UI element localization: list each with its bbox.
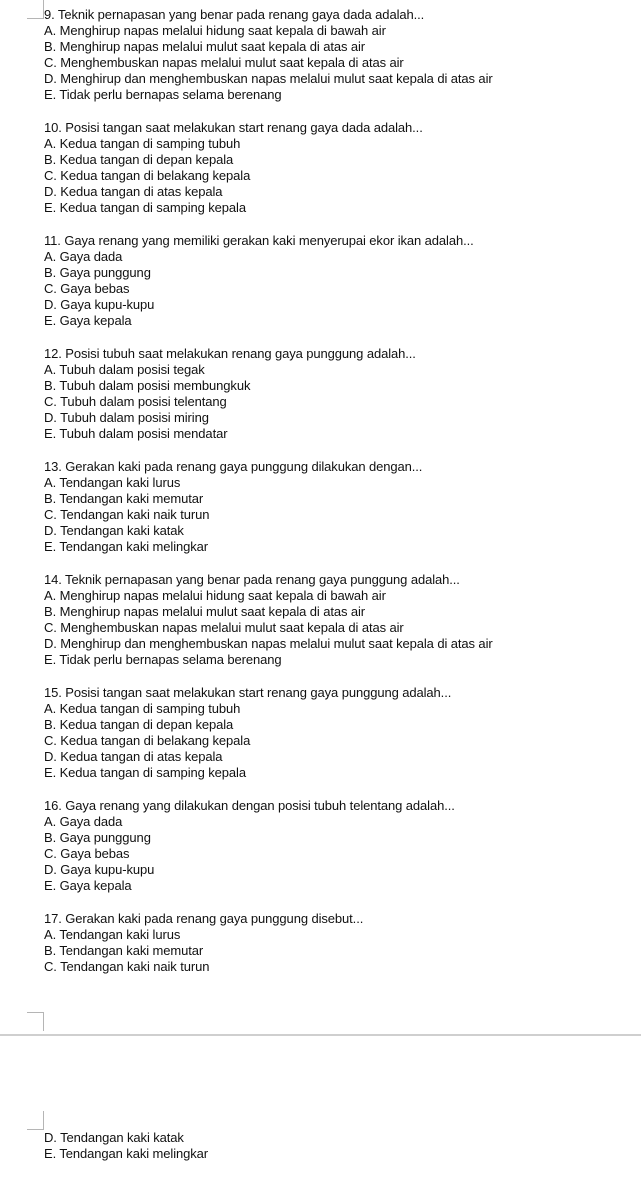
question-block (44, 346, 634, 442)
answer-option: A. Kedua tangan di samping tubuh (44, 701, 241, 716)
question-prompt: 12. Posisi tubuh saat melakukan renang gaya punggung adalah... (44, 346, 416, 361)
answer-option: A. Gaya dada (44, 249, 123, 264)
answer-option: D. Kedua tangan di atas kepala (44, 184, 223, 199)
answer-option: D. Menghirup dan menghembuskan napas melalui mulut saat kepala di atas air (44, 71, 493, 86)
question-block (44, 911, 634, 975)
answer-option: E. Kedua tangan di samping kepala (44, 200, 246, 215)
answer-option: B. Menghirup napas melalui mulut saat kepala di atas air (44, 39, 366, 54)
answer-option: E. Tidak perlu bernapas selama berenang (44, 87, 282, 102)
answer-option: A. Gaya dada (44, 814, 123, 829)
answer-option: E. Gaya kepala (44, 878, 132, 893)
answer-option: D. Gaya kupu-kupu (44, 862, 155, 877)
answer-option: C. Gaya bebas (44, 281, 130, 296)
question-prompt: 14. Teknik pernapasan yang benar pada renang gaya punggung adalah... (44, 572, 460, 587)
question-block (44, 120, 634, 216)
answer-option: A. Kedua tangan di samping tubuh (44, 136, 241, 151)
answer-option: A. Tendangan kaki lurus (44, 927, 181, 942)
answer-option: D. Menghirup dan menghembuskan napas melalui mulut saat kepala di atas air (44, 636, 493, 651)
answer-option: A. Menghirup napas melalui hidung saat kepala di bawah air (44, 588, 386, 603)
answer-option: B. Gaya punggung (44, 265, 151, 280)
answer-option: C. Menghembuskan napas melalui mulut saat kepala di atas air (44, 55, 404, 70)
answer-option: E. Kedua tangan di samping kepala (44, 765, 246, 780)
answer-option: E. Tubuh dalam posisi mendatar (44, 426, 228, 441)
answer-option: B. Kedua tangan di depan kepala (44, 717, 234, 732)
answer-option: B. Kedua tangan di depan kepala (44, 152, 234, 167)
answer-option: C. Tendangan kaki naik turun (44, 959, 210, 974)
answer-option: D. Tendangan kaki katak (44, 523, 184, 538)
answer-option: E. Tendangan kaki melingkar (44, 539, 208, 554)
question-block (44, 572, 634, 668)
question-list-continued (44, 1130, 634, 1162)
answer-option: D. Tendangan kaki katak (44, 1130, 184, 1145)
question-prompt: 15. Posisi tangan saat melakukan start renang gaya punggung adalah... (44, 685, 452, 700)
answer-option: A. Tubuh dalam posisi tegak (44, 362, 205, 377)
answer-option: C. Kedua tangan di belakang kepala (44, 168, 251, 183)
answer-option: C. Tendangan kaki naik turun (44, 507, 210, 522)
question-block (44, 798, 634, 894)
question-block (44, 685, 634, 781)
margin-corner-marker (27, 1111, 44, 1130)
answer-option: E. Tendangan kaki melingkar (44, 1146, 208, 1161)
answer-option: C. Gaya bebas (44, 846, 130, 861)
question-prompt: 16. Gaya renang yang dilakukan dengan posisi tubuh telentang adalah... (44, 798, 455, 813)
question-prompt: 13. Gerakan kaki pada renang gaya punggung dilakukan dengan... (44, 459, 423, 474)
answer-option: B. Menghirup napas melalui mulut saat kepala di atas air (44, 604, 366, 619)
answer-option: C. Tubuh dalam posisi telentang (44, 394, 227, 409)
question-block (44, 7, 634, 103)
margin-corner-marker (27, 0, 44, 19)
answer-option: E. Gaya kepala (44, 313, 132, 328)
answer-option: A. Menghirup napas melalui hidung saat kepala di bawah air (44, 23, 386, 38)
question-list (44, 7, 634, 992)
answer-option: B. Tendangan kaki memutar (44, 943, 204, 958)
answer-option: C. Menghembuskan napas melalui mulut saat kepala di atas air (44, 620, 404, 635)
question-prompt: 17. Gerakan kaki pada renang gaya punggung disebut... (44, 911, 364, 926)
answer-option: A. Tendangan kaki lurus (44, 475, 181, 490)
answer-option: D. Kedua tangan di atas kepala (44, 749, 223, 764)
question-block (44, 459, 634, 555)
answer-option: D. Tubuh dalam posisi miring (44, 410, 209, 425)
answer-option: B. Tendangan kaki memutar (44, 491, 204, 506)
page-break-divider (0, 1034, 641, 1036)
question-prompt: 9. Teknik pernapasan yang benar pada renang gaya dada adalah... (44, 7, 425, 22)
question-block (44, 233, 634, 329)
question-prompt: 10. Posisi tangan saat melakukan start renang gaya dada adalah... (44, 120, 423, 135)
question-prompt: 11. Gaya renang yang memiliki gerakan kaki menyerupai ekor ikan adalah... (44, 233, 474, 248)
answer-option: C. Kedua tangan di belakang kepala (44, 733, 251, 748)
answer-option: D. Gaya kupu-kupu (44, 297, 155, 312)
answer-option: B. Gaya punggung (44, 830, 151, 845)
answer-option: B. Tubuh dalam posisi membungkuk (44, 378, 251, 393)
margin-corner-marker (27, 1012, 44, 1031)
answer-option: E. Tidak perlu bernapas selama berenang (44, 652, 282, 667)
